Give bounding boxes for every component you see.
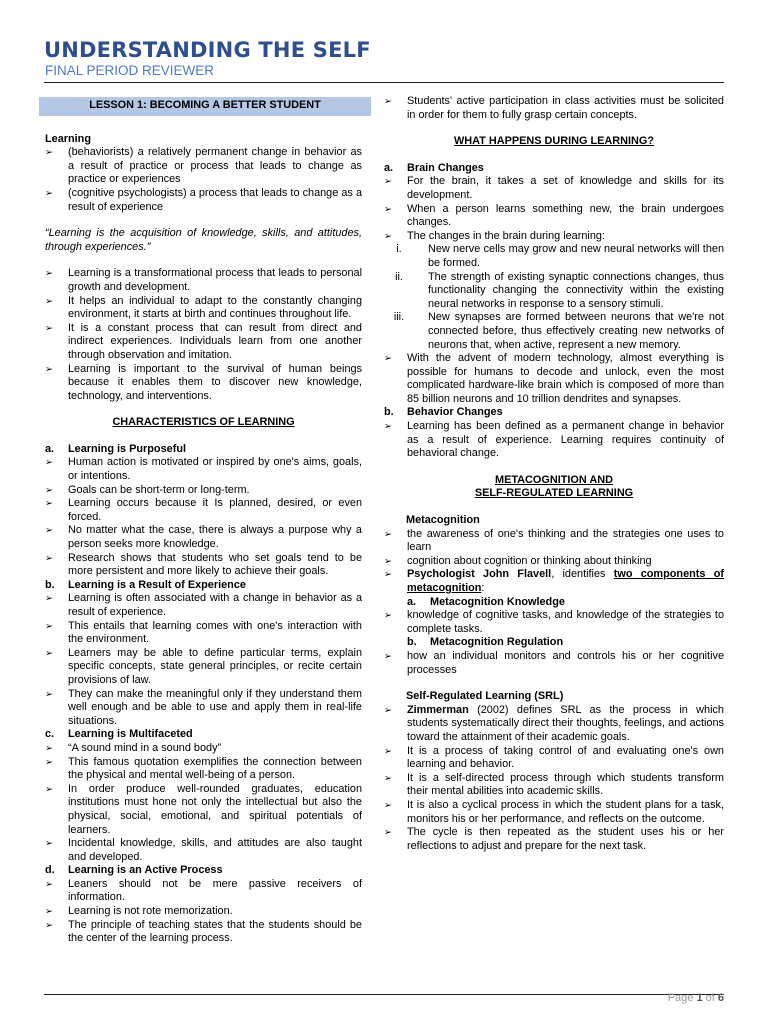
metacognition-subheading: Metacognition [406, 514, 480, 527]
section-marker: c. [45, 728, 55, 741]
experience-list [45, 592, 362, 728]
list-item: ➢ It is a self-directed process through which students transform their mental abilities into academic skills. [384, 772, 724, 799]
list-item: ➢ This entails that learning comes with one's interaction with the environment. [45, 620, 362, 647]
what-happens-heading: WHAT HAPPENS DURING LEARNING? [453, 135, 655, 148]
list-item [384, 271, 724, 312]
flavell-name: Psychologist John Flavell [407, 568, 552, 581]
document-subtitle: FINAL PERIOD REVIEWER [45, 63, 215, 78]
list-item: ➢ When a person learns something new, the brain undergoes changes. [384, 203, 724, 230]
section-heading [45, 579, 362, 593]
section-title: Behavior Changes [407, 406, 503, 419]
learning-points [45, 267, 362, 403]
flavell-end: : [481, 582, 485, 594]
list-item: ➢ Learning is important to the survival of human beings because it enables them to discover new knowledge, technology, and interventions. [45, 363, 362, 404]
list-item: ➢ cognition about cognition or thinking about thinking [384, 555, 724, 569]
list-item-text: New nerve cells may grow and new neural networks will then be formed. [428, 243, 724, 269]
list-item: ➢ Learners may be able to define particular terms, explain specific concepts, state general principles, or recite certain provisions of law. [45, 647, 362, 688]
list-item-text: New synapses are formed between neurons that we're not connected before, thus effectively creating new networks of neurons that, when active, represent a new memory. [428, 311, 724, 351]
list-item [384, 704, 724, 745]
list-item: ➢ No matter what the case, there is always a purpose why a person seeks more knowledge. [45, 524, 362, 551]
section-title: Learning is Purposeful [68, 442, 186, 455]
list-item: ➢ It is a process of taking control of and evaluating one's own learning and behavior. [384, 745, 724, 772]
roman-marker: iii. [393, 311, 405, 324]
section-marker: b. [407, 636, 417, 649]
flavell-components: two components of metacognition [407, 568, 724, 594]
list-item: ➢ Leaners should not be mere passive receivers of information. [45, 878, 362, 905]
list-item: ➢ The principle of teaching states that the students should be the center of the learning process. [45, 919, 362, 946]
learning-definitions [45, 146, 362, 214]
list-item: ➢ Students' active participation in class activities must be solicited in order for them to fully grasp certain concepts. [384, 95, 724, 122]
list-item: ➢ Learning is often associated with a change in behavior as a result of experience. [45, 592, 362, 619]
list-item: ➢ (behaviorists) a relatively permanent change in behavior as a result of practice or process that leads to change as practice or experiences [45, 146, 362, 187]
list-item: ➢ For the brain, it takes a set of knowledge and skills for its development. [384, 175, 724, 202]
section-heading [384, 162, 724, 176]
roman-marker: i. [396, 243, 402, 256]
metacognition-knowledge-list [384, 609, 724, 636]
list-item: ➢ Learning is a transformational process that leads to personal growth and development. [45, 267, 362, 294]
list-item [384, 311, 724, 352]
section-heading [45, 443, 362, 457]
list-item: ➢ The cycle is then repeated as the student uses his or her reflections to adjust and prepare for the next task. [384, 826, 724, 853]
learning-heading: Learning [45, 132, 91, 145]
section-title: Metacognition Knowledge [430, 595, 565, 608]
list-item: ➢ knowledge of cognitive tasks, and knowledge of the strategies to complete tasks. [384, 609, 724, 636]
section-heading [407, 596, 724, 610]
learning-quote: “Learning is the acquisition of knowledge, skills, and attitudes, through experiences.” [45, 227, 362, 253]
list-item: ➢ This famous quotation exemplifies the connection between the physical and mental well-being of a person. [45, 756, 362, 783]
page-prefix: Page [667, 992, 697, 1004]
section-marker: d. [45, 864, 55, 877]
page-current: 1 [696, 992, 703, 1004]
list-item: ➢ The changes in the brain during learning: [384, 230, 724, 244]
srl-list [384, 704, 724, 854]
page-total: 6 [717, 992, 724, 1004]
list-item: ➢ Learning is not rote memorization. [45, 905, 362, 919]
section-heading [407, 636, 724, 650]
section-marker: b. [384, 406, 394, 419]
list-item: ➢ It helps an individual to adapt to the constantly changing environment, it starts at birth and continues throughout life. [45, 295, 362, 322]
brain-changes-list [384, 175, 724, 243]
list-item: ➢ how an individual monitors and controls his or her cognitive processes [384, 650, 724, 677]
section-title: Metacognition Regulation [430, 636, 564, 649]
right-column [384, 88, 724, 853]
list-item: ➢ the awareness of one's thinking and the strategies one uses to learn [384, 528, 724, 555]
list-item: ➢ It is also a cyclical process in which the student plans for a task, monitors his or her performance, and reflects on the outcome. [384, 799, 724, 826]
zimmerman-text: (2002) defines SRL as the process in which students systematically direct their thoughts, feelings, and actions toward the attainment of their academic goals. [407, 703, 724, 743]
brain-technology-list [384, 352, 724, 406]
continued-list [384, 95, 724, 122]
flavell-text: , identifies [551, 568, 614, 581]
zimmerman-name: Zimmerman [407, 703, 469, 716]
page-of: of [702, 992, 718, 1004]
list-item [384, 243, 724, 270]
list-item: ➢ Goals can be short-term or long-term. [45, 484, 362, 498]
behavior-changes-list [384, 420, 724, 461]
section-title: Brain Changes [407, 161, 484, 174]
page-number [668, 992, 724, 1004]
metacognition-heading-line1: METACOGNITION AND [495, 473, 613, 486]
brain-changes-sublist [384, 243, 724, 352]
section-heading [45, 728, 362, 742]
list-item: ➢ “A sound mind in a sound body” [45, 742, 362, 756]
section-title: Learning is an Active Process [68, 864, 223, 877]
document-title: UNDERSTANDING THE SELF [44, 38, 371, 62]
lesson-heading: LESSON 1: BECOMING A BETTER STUDENT [39, 97, 371, 116]
list-item: ➢ They can make the meaningful only if they understand them well enough and be able to use and apply them in real-life situations. [45, 688, 362, 729]
list-item: ➢ Human action is motivated or inspired by one's aims, goals, or intentions. [45, 456, 362, 483]
section-title: Learning is a Result of Experience [68, 578, 246, 591]
metacognition-list [384, 528, 724, 596]
list-item-text: The strength of existing synaptic connections changes, thus functionality changing the connectivity within the existing neural networks in response to a sensory stimuli. [428, 270, 724, 310]
metacognition-regulation-list [384, 650, 724, 677]
section-heading [45, 864, 362, 878]
list-item [384, 568, 724, 595]
section-title: Learning is Multifaceted [68, 728, 193, 741]
section-marker: b. [45, 578, 55, 591]
list-item: ➢ In order produce well-rounded graduates, education institutions must hone not only the intellectual but also the physical, social, emotional, and spiritual potentials of learners. [45, 783, 362, 837]
characteristics-heading: CHARACTERISTICS OF LEARNING [112, 416, 295, 429]
list-item: ➢ Incidental knowledge, skills, and attitudes are also taught and developed. [45, 837, 362, 864]
multifaceted-list [45, 742, 362, 864]
section-marker: a. [384, 161, 394, 174]
active-process-list [45, 878, 362, 946]
section-heading [384, 406, 724, 420]
list-item: ➢ It is a constant process that can result from direct and indirect experiences. Individuals learn from one another through observation and imitation. [45, 322, 362, 363]
purposeful-list [45, 456, 362, 578]
header-divider [44, 82, 724, 83]
list-item: ➢ (cognitive psychologists) a process that leads to change as a result of experience [45, 187, 362, 214]
list-item: ➢ Learning has been defined as a permanent change in behavior as a result of experience. Learning requires continuity of behavioral change. [384, 420, 724, 461]
metacognition-heading-line2: SELF-REGULATED LEARNING [474, 487, 634, 500]
left-column [45, 88, 362, 946]
section-marker: a. [45, 442, 55, 455]
list-item: ➢ Research shows that students who set goals tend to be more persistent and more likely to achieve their goals. [45, 552, 362, 579]
list-item: ➢ With the advent of modern technology, almost everything is possible for humans to decode and unlock, even the most complicated hardware-like brain which is composed of more than 85 billion neurons and 10 trillion dendrites and synapses. [384, 352, 724, 406]
footer-divider [44, 994, 724, 995]
list-item: ➢ Learning occurs because it Is planned, desired, or even forced. [45, 497, 362, 524]
roman-marker: ii. [395, 270, 403, 283]
section-marker: a. [407, 595, 417, 608]
srl-subheading: Self-Regulated Learning (SRL) [406, 690, 564, 703]
